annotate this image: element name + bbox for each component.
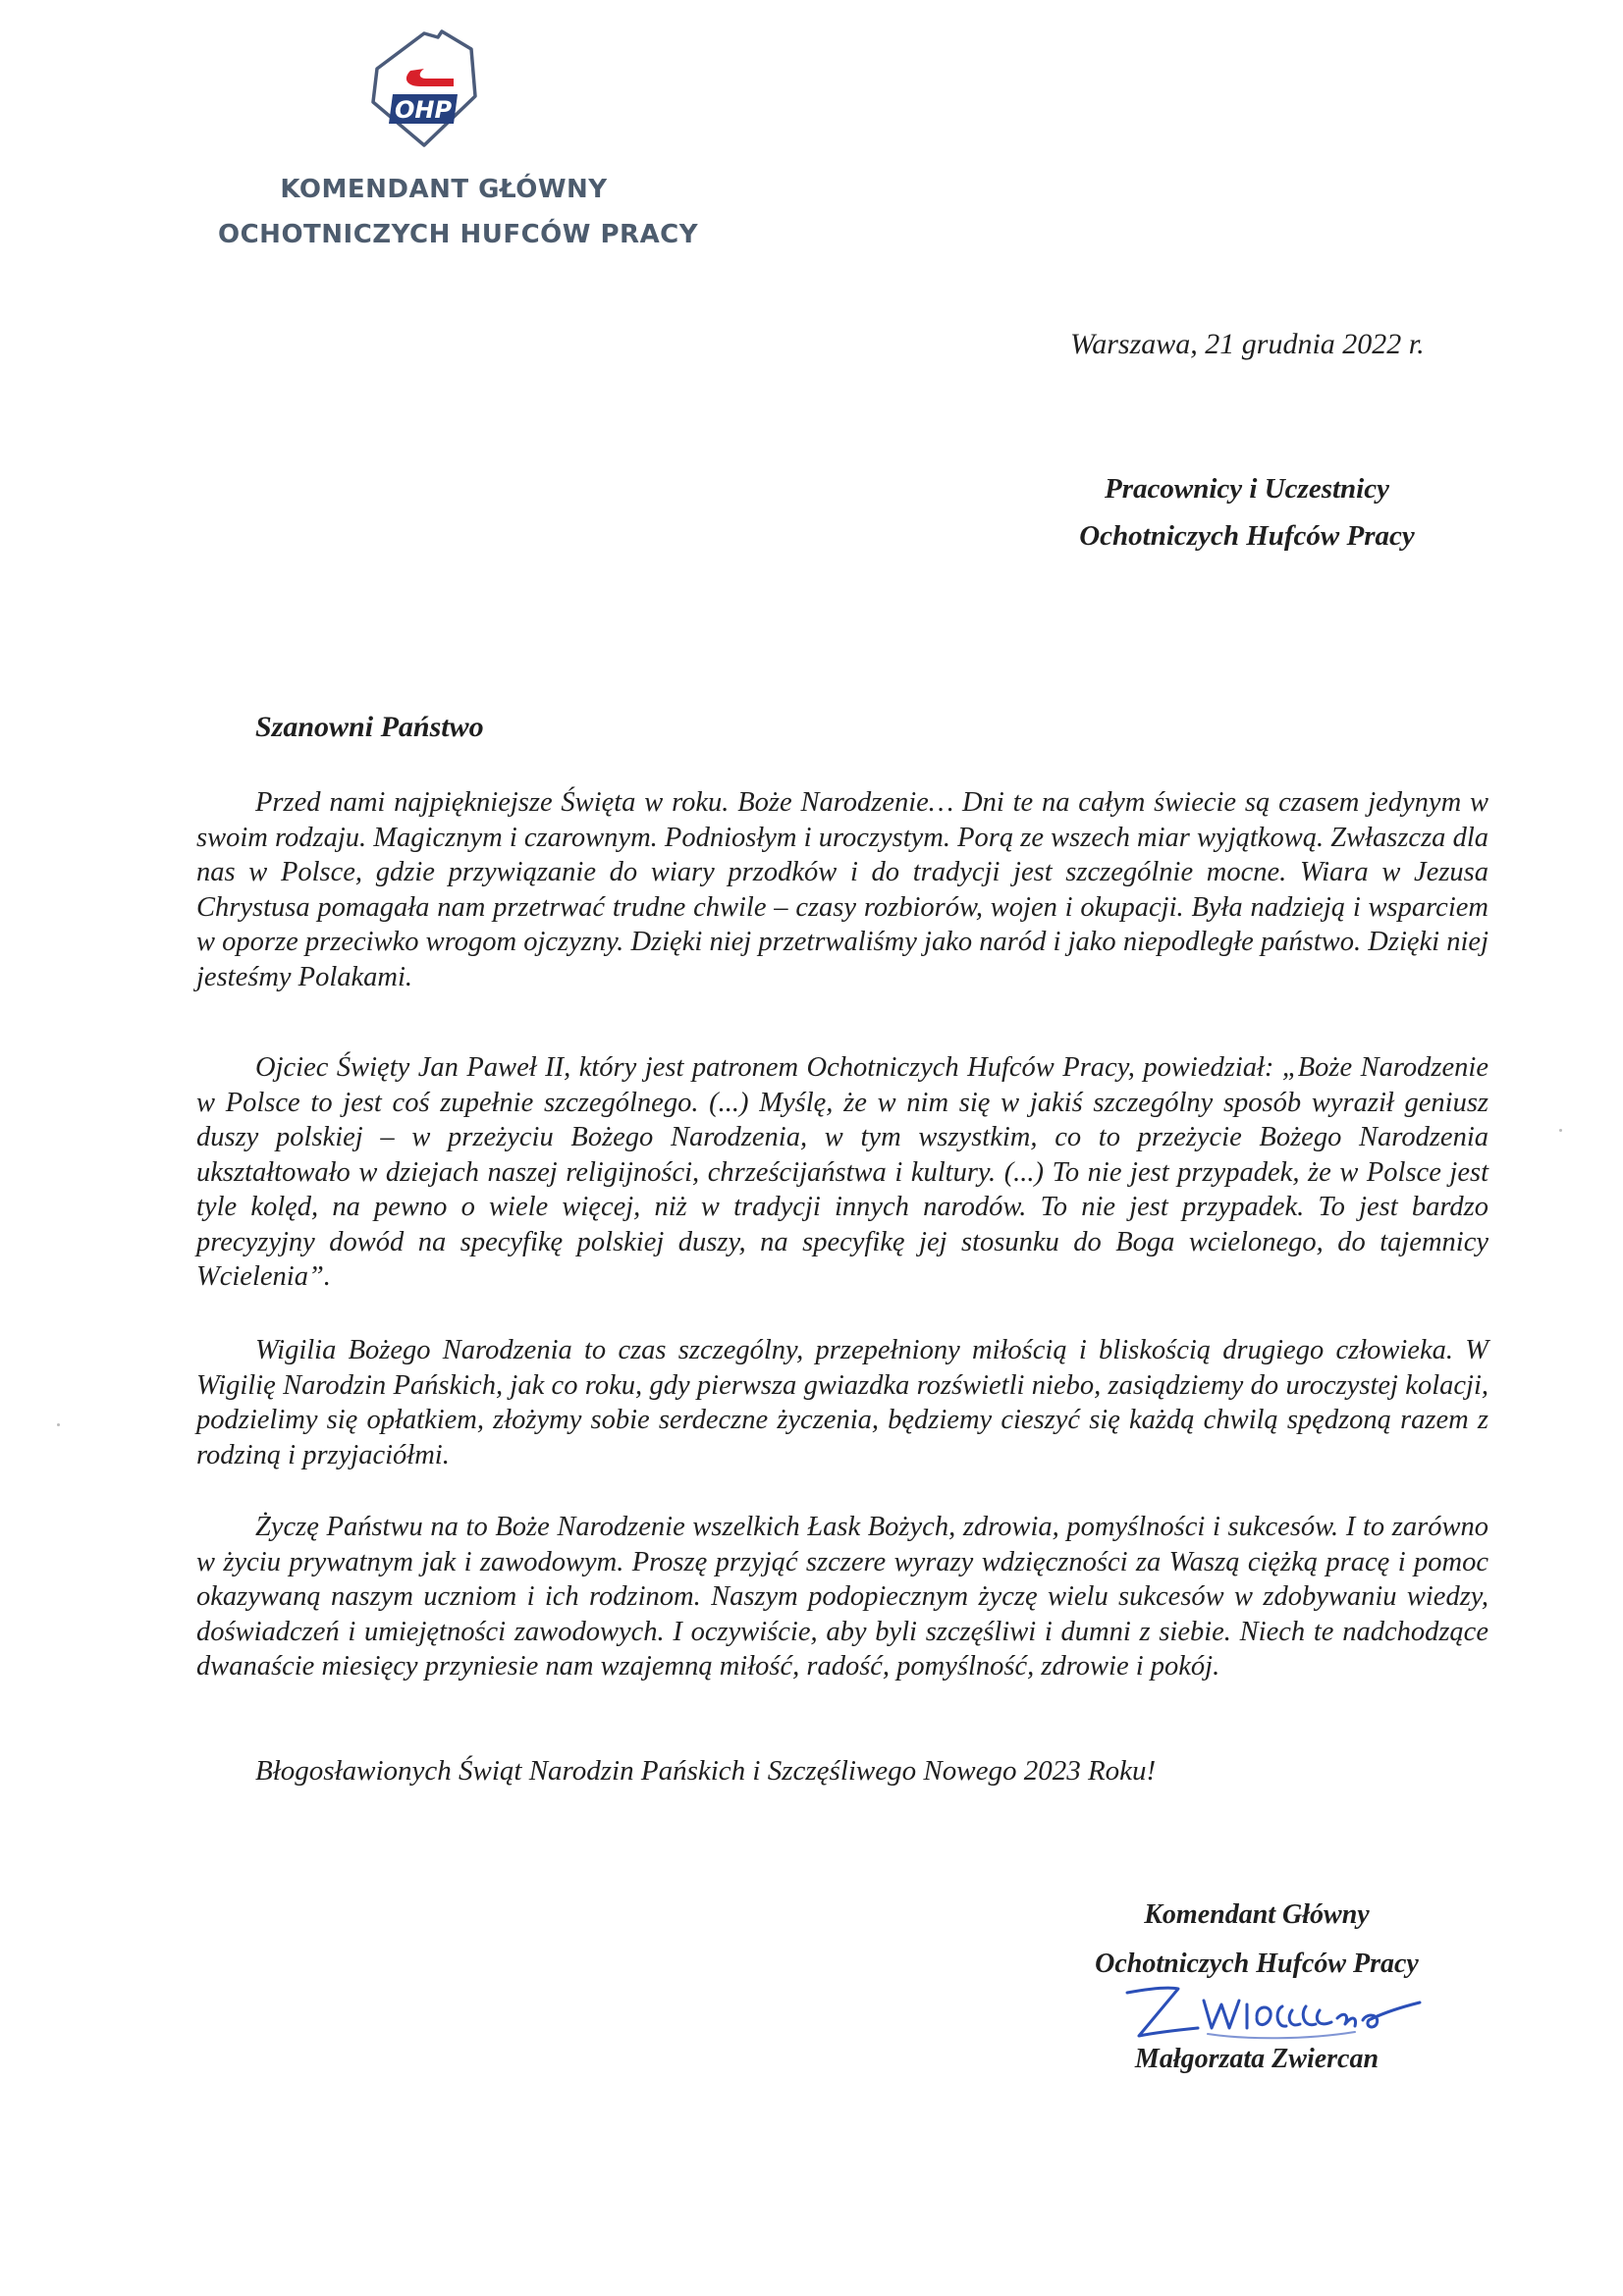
scan-speck [1559, 1129, 1562, 1132]
recipient-block [1021, 465, 1473, 560]
letterhead [218, 167, 699, 257]
signature-title-line-1: Komendant Główny [1144, 1899, 1370, 1930]
logo-text: OHP [394, 96, 453, 124]
recipient-line-1: Pracownicy i Uczestnicy [1105, 473, 1389, 505]
scan-speck [57, 1423, 60, 1426]
paragraph-4: Życzę Państwu na to Boże Narodzenie wszelkich Łask Bożych, zdrowia, pomyślności i sukcesów. I to zarówno w życiu prywatnym jak i zawodowym. Proszę przyjąć szczere wyrazy wdzięczności za Waszą ciężką pracę i pomoc okazywaną naszym uczniom i ich rodzinom. Naszym podopiecznym życzę wielu sukcesów w zdobywaniu wiedzy, doświadczeń i umiejętności zawodowych. I oczywiście, aby byli szczęśliwi i dumni z siebie. Niech te nadchodzące dwanaście miesięcy przyniesie nam wzajemną miłość, radość, pomyślność, zdrowie i pokój. [196, 1512, 1488, 1682]
ohp-logo-icon [355, 27, 493, 153]
salutation: Szanowni Państwo [255, 711, 484, 743]
paragraph-1: Przed nami najpiękniejsze Święta w roku. Boże Narodzenie… Dni te na całym świecie są czasem jedynym w swoim rodzaju. Magicznym i czarownym. Podniosłym i uroczystym. Porą ze wszech miar wyjątkową. Zwłaszcza dla nas w Polsce, gdzie przywiązanie do wiary przodków i do tradycji jest szczególnie mocne. Wiara w Jezusa Chrystusa pomagała nam przetrwać trudne chwile – czasy rozbiorów, wojen i okupacji. Była nadzieją i wsparciem w oporze przeciwko wrogom ojczyzny. Dzięki niej przetrwaliśmy jako naród i jako niepodległe państwo. Dzięki niej jesteśmy Polakami. [196, 787, 1488, 992]
letterhead-line-1: KOMENDANT GŁÓWNY [280, 175, 608, 204]
signature-title-line-2: Ochotniczych Hufców Pracy [1095, 1949, 1419, 1979]
signatory-name: Małgorzata Zwiercan [1134, 2044, 1380, 2074]
ohp-logo [355, 27, 493, 153]
paragraph-3: Wigilia Bożego Narodzenia to czas szczególny, przepełniony miłością i bliskością drugiego człowieka. W Wigilię Narodzin Pańskich, jak co roku, gdy pierwsza gwiazdka rozświetli niebo, zasiądziemy do uroczystej kolacji, podzielimy się opłatkiem, złożymy sobie serdeczne życzenia, będziemy cieszyć się każdą chwilą spędzoną razem z rodziną i przyjaciółmi. [196, 1335, 1488, 1470]
letter-date: Warszawa, 21 grudnia 2022 r. [1070, 328, 1425, 360]
recipient-line-2: Ochotniczych Hufców Pracy [1079, 520, 1415, 552]
paragraph-2: Ojciec Święty Jan Paweł II, który jest patronem Ochotniczych Hufców Pracy, powiedział: „Boże Narodzenie w Polsce to jest coś zupełnie szczególnego. (...) Myślę, że w nim się w jakiś szczególny sposób wyraził geniusz duszy polskiej – w przeżyciu Bożego Narodzenia, w tym wszystkim, co to przeżycie Bożego Narodzenia ukształtowało w dziejach naszej religijności, chrześcijaństwa i kultury. (...) To nie jest przypadek, że w Polsce jest tyle kolęd, na pewno o wiele więcej, niż w tradycji innych narodów. To nie jest przypadek. To jest bardzo precyzyjny dowód na specyfikę polskiej duszy, na specyfikę jej stosunku do Boga wcielonego, do tajemnicy Wcielenia”. [196, 1052, 1488, 1292]
letterhead-line-2: OCHOTNICZYCH HUFCÓW PRACY [218, 220, 699, 249]
closing-wishes: Błogosławionych Świąt Narodzin Pańskich i Szczęśliwego Nowego 2023 Roku! [255, 1755, 1157, 1787]
signature-title [1060, 1891, 1453, 1989]
